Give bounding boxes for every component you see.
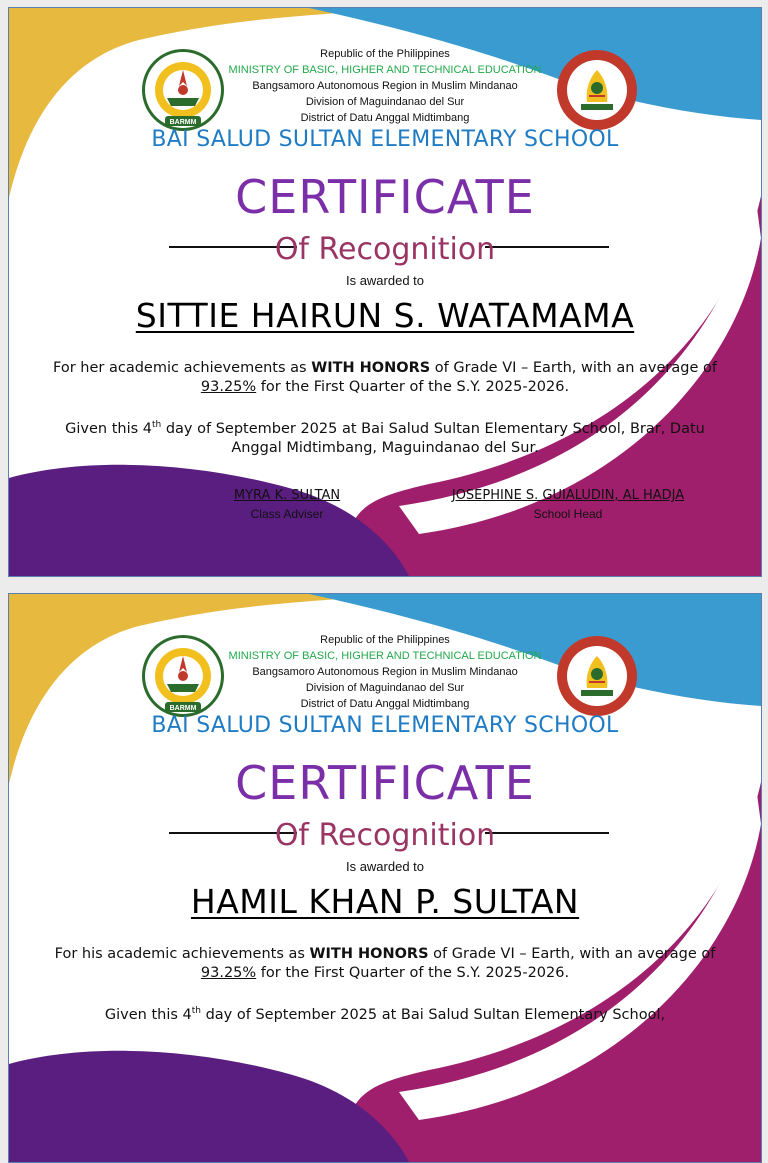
given-post: day of September 2025 at Bai Salud Sultan Elementary School, — [200, 1006, 666, 1023]
average-value: 93.25% — [200, 965, 257, 981]
school-head-name: JOSEPHINE S. GUIALUDIN, AL HADJA — [451, 488, 685, 503]
school-head-role: School Head — [533, 507, 603, 521]
seal-bottom-label: BARMM — [169, 119, 197, 126]
given-text — [39, 416, 731, 458]
given-superscript: th — [151, 420, 162, 430]
achievement-text — [39, 945, 731, 983]
given-superscript: th — [191, 1006, 201, 1016]
honor-label: WITH HONORS — [311, 360, 431, 376]
certificate-2 — [8, 593, 762, 1163]
certificate-subtitle: Of Recognition — [274, 232, 496, 267]
republic-line: Republic of the Philippines — [320, 634, 450, 646]
seal-bottom-label: BARMM — [169, 705, 197, 712]
certificate-title: CERTIFICATE — [235, 756, 535, 810]
awarded-to-label: Is awarded to — [345, 273, 425, 288]
honor-label: WITH HONORS — [309, 946, 429, 962]
achievement-mid: of Grade VI – Earth, with an average of — [430, 360, 717, 376]
district-line: District of Datu Anggal Midtimbang — [300, 698, 470, 710]
achievement-post: for the First Quarter of the S.Y. 2025-2026. — [256, 965, 570, 981]
given-pre: Given this 4 — [104, 1006, 192, 1023]
achievement-pre: For her academic achievements as — [53, 360, 312, 376]
republic-line: Republic of the Philippines — [320, 48, 450, 60]
district-line: District of Datu Anggal Midtimbang — [300, 112, 470, 124]
region-line: Bangsamoro Autonomous Region in Muslim Mindanao — [252, 666, 518, 678]
adviser-name: MYRA K. SULTAN — [233, 488, 341, 503]
achievement-pre: For his academic achievements as — [54, 946, 310, 962]
region-line: Bangsamoro Autonomous Region in Muslim Mindanao — [252, 80, 518, 92]
recipient-name: HAMIL KHAN P. SULTAN — [190, 882, 580, 921]
certificate-1 — [8, 7, 762, 577]
given-text — [39, 1002, 731, 1025]
division-line: Division of Maguindanao del Sur — [305, 96, 465, 108]
recipient-name: SITTIE HAIRUN S. WATAMAMA — [135, 296, 635, 335]
given-pre: Given this 4 — [65, 420, 152, 437]
school-name: BAI SALUD SULTAN ELEMENTARY SCHOOL — [151, 713, 619, 738]
achievement-text — [39, 359, 731, 397]
adviser-role: Class Adviser — [250, 507, 324, 521]
purple-wave — [9, 1051, 409, 1162]
school-name: BAI SALUD SULTAN ELEMENTARY SCHOOL — [151, 127, 619, 152]
average-value: 93.25% — [200, 379, 257, 395]
division-line: Division of Maguindanao del Sur — [305, 682, 465, 694]
given-post: day of September 2025 at Bai Salud Sultan Elementary School, Brar, Datu Anggal Midtimbang, Maguindanao del Sur. — [161, 420, 705, 456]
achievement-post: for the First Quarter of the S.Y. 2025-2026. — [256, 379, 570, 395]
awarded-to-label: Is awarded to — [345, 859, 425, 874]
ministry-line: MINISTRY OF BASIC, HIGHER AND TECHNICAL EDUCATION — [228, 64, 542, 76]
achievement-mid: of Grade VI – Earth, with an average of — [428, 946, 716, 962]
certificate-subtitle: Of Recognition — [274, 818, 496, 853]
certificate-title: CERTIFICATE — [235, 170, 535, 224]
ministry-line: MINISTRY OF BASIC, HIGHER AND TECHNICAL EDUCATION — [228, 650, 542, 662]
